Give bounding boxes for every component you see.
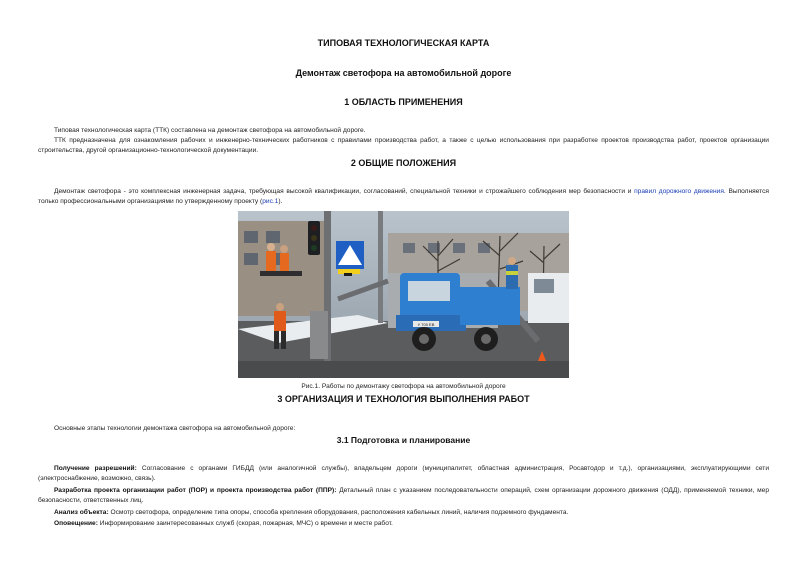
figure-1-caption: Рис.1. Работы по демонтажу светофора на автомобильной дороге	[301, 383, 506, 390]
traffic-rules-link[interactable]: правил дорожного движения	[634, 188, 724, 195]
list-item: Получение разрешений: Согласование с органами ГИБДД (или аналогичной службы), владельцем дороги (муниципалитет, областная администрация, Росавтодор и т.д.), организациями, эксплуатирующими сети (электроснабжение, возможно, связь).	[38, 465, 769, 482]
pole-base	[310, 311, 328, 359]
figure-1-link[interactable]: рис.1	[262, 198, 279, 205]
section-1-paragraph-2: ТТК предназначена для ознакомления рабочих и инженерно-технических работников с правилами производства работ, а также с целью использования при разработке проектов производства работ, проектов организации строительства, другой организационно-технологической документации.	[38, 137, 769, 154]
figure-1-photo	[238, 211, 569, 378]
list-item: Оповещение: Информирование заинтересованных служб (скорая, пожарная, МЧС) о времени и месте работ.	[54, 520, 393, 527]
section-3-intro: Основные этапы технологии демонтажа светофора на автомобильной дороге:	[54, 425, 296, 432]
list-item: Разработка проекта организации работ (ПОР) и проекта производства работ (ППР): Детальный план с указанием последовательности операций, схем организации дорожного движения (ОДД), применяемой техники, мер безопасности, ответственных лиц.	[38, 487, 770, 504]
worker-2	[274, 311, 286, 331]
list-item: Анализ объекта: Осмотр светофора, определение типа опоры, способа крепления оборудования, расположения кабельных линий, наличия подземного фундамента.	[54, 509, 569, 516]
section-2-paragraph: Демонтаж светофора - это комплексная инженерная задача, требующая высокой квалификации, согласований, специальной техники и строжайшего соблюдения мер безопасности и правил дорожного движения. Выполняется только профессиональными организациями по утвержденному проекту (рис.1).	[38, 188, 769, 205]
section-1-heading: 1 ОБЛАСТЬ ПРИМЕНЕНИЯ	[344, 97, 463, 107]
worker-3	[506, 265, 518, 289]
license-plate: У 700 ЕВ	[417, 322, 435, 327]
section-1-paragraph-1: Типовая технологическая карта (ТТК) составлена на демонтаж светофора на автомобильной дороге.	[54, 127, 366, 134]
street-work-illustration	[238, 211, 569, 378]
section-3-1-heading: 3.1 Подготовка и планирование	[336, 435, 471, 445]
lift-basket	[260, 271, 302, 276]
document-title: ТИПОВАЯ ТЕХНОЛОГИЧЕСКАЯ КАРТА	[317, 38, 490, 48]
document-subtitle: Демонтаж светофора на автомобильной дороге	[295, 68, 512, 78]
section-3-heading: 3 ОРГАНИЗАЦИЯ И ТЕХНОЛОГИЯ ВЫПОЛНЕНИЯ РАБОТ	[277, 394, 530, 404]
section-2-heading: 2 ОБЩИЕ ПОЛОЖЕНИЯ	[350, 158, 457, 168]
worker-1	[266, 251, 276, 271]
